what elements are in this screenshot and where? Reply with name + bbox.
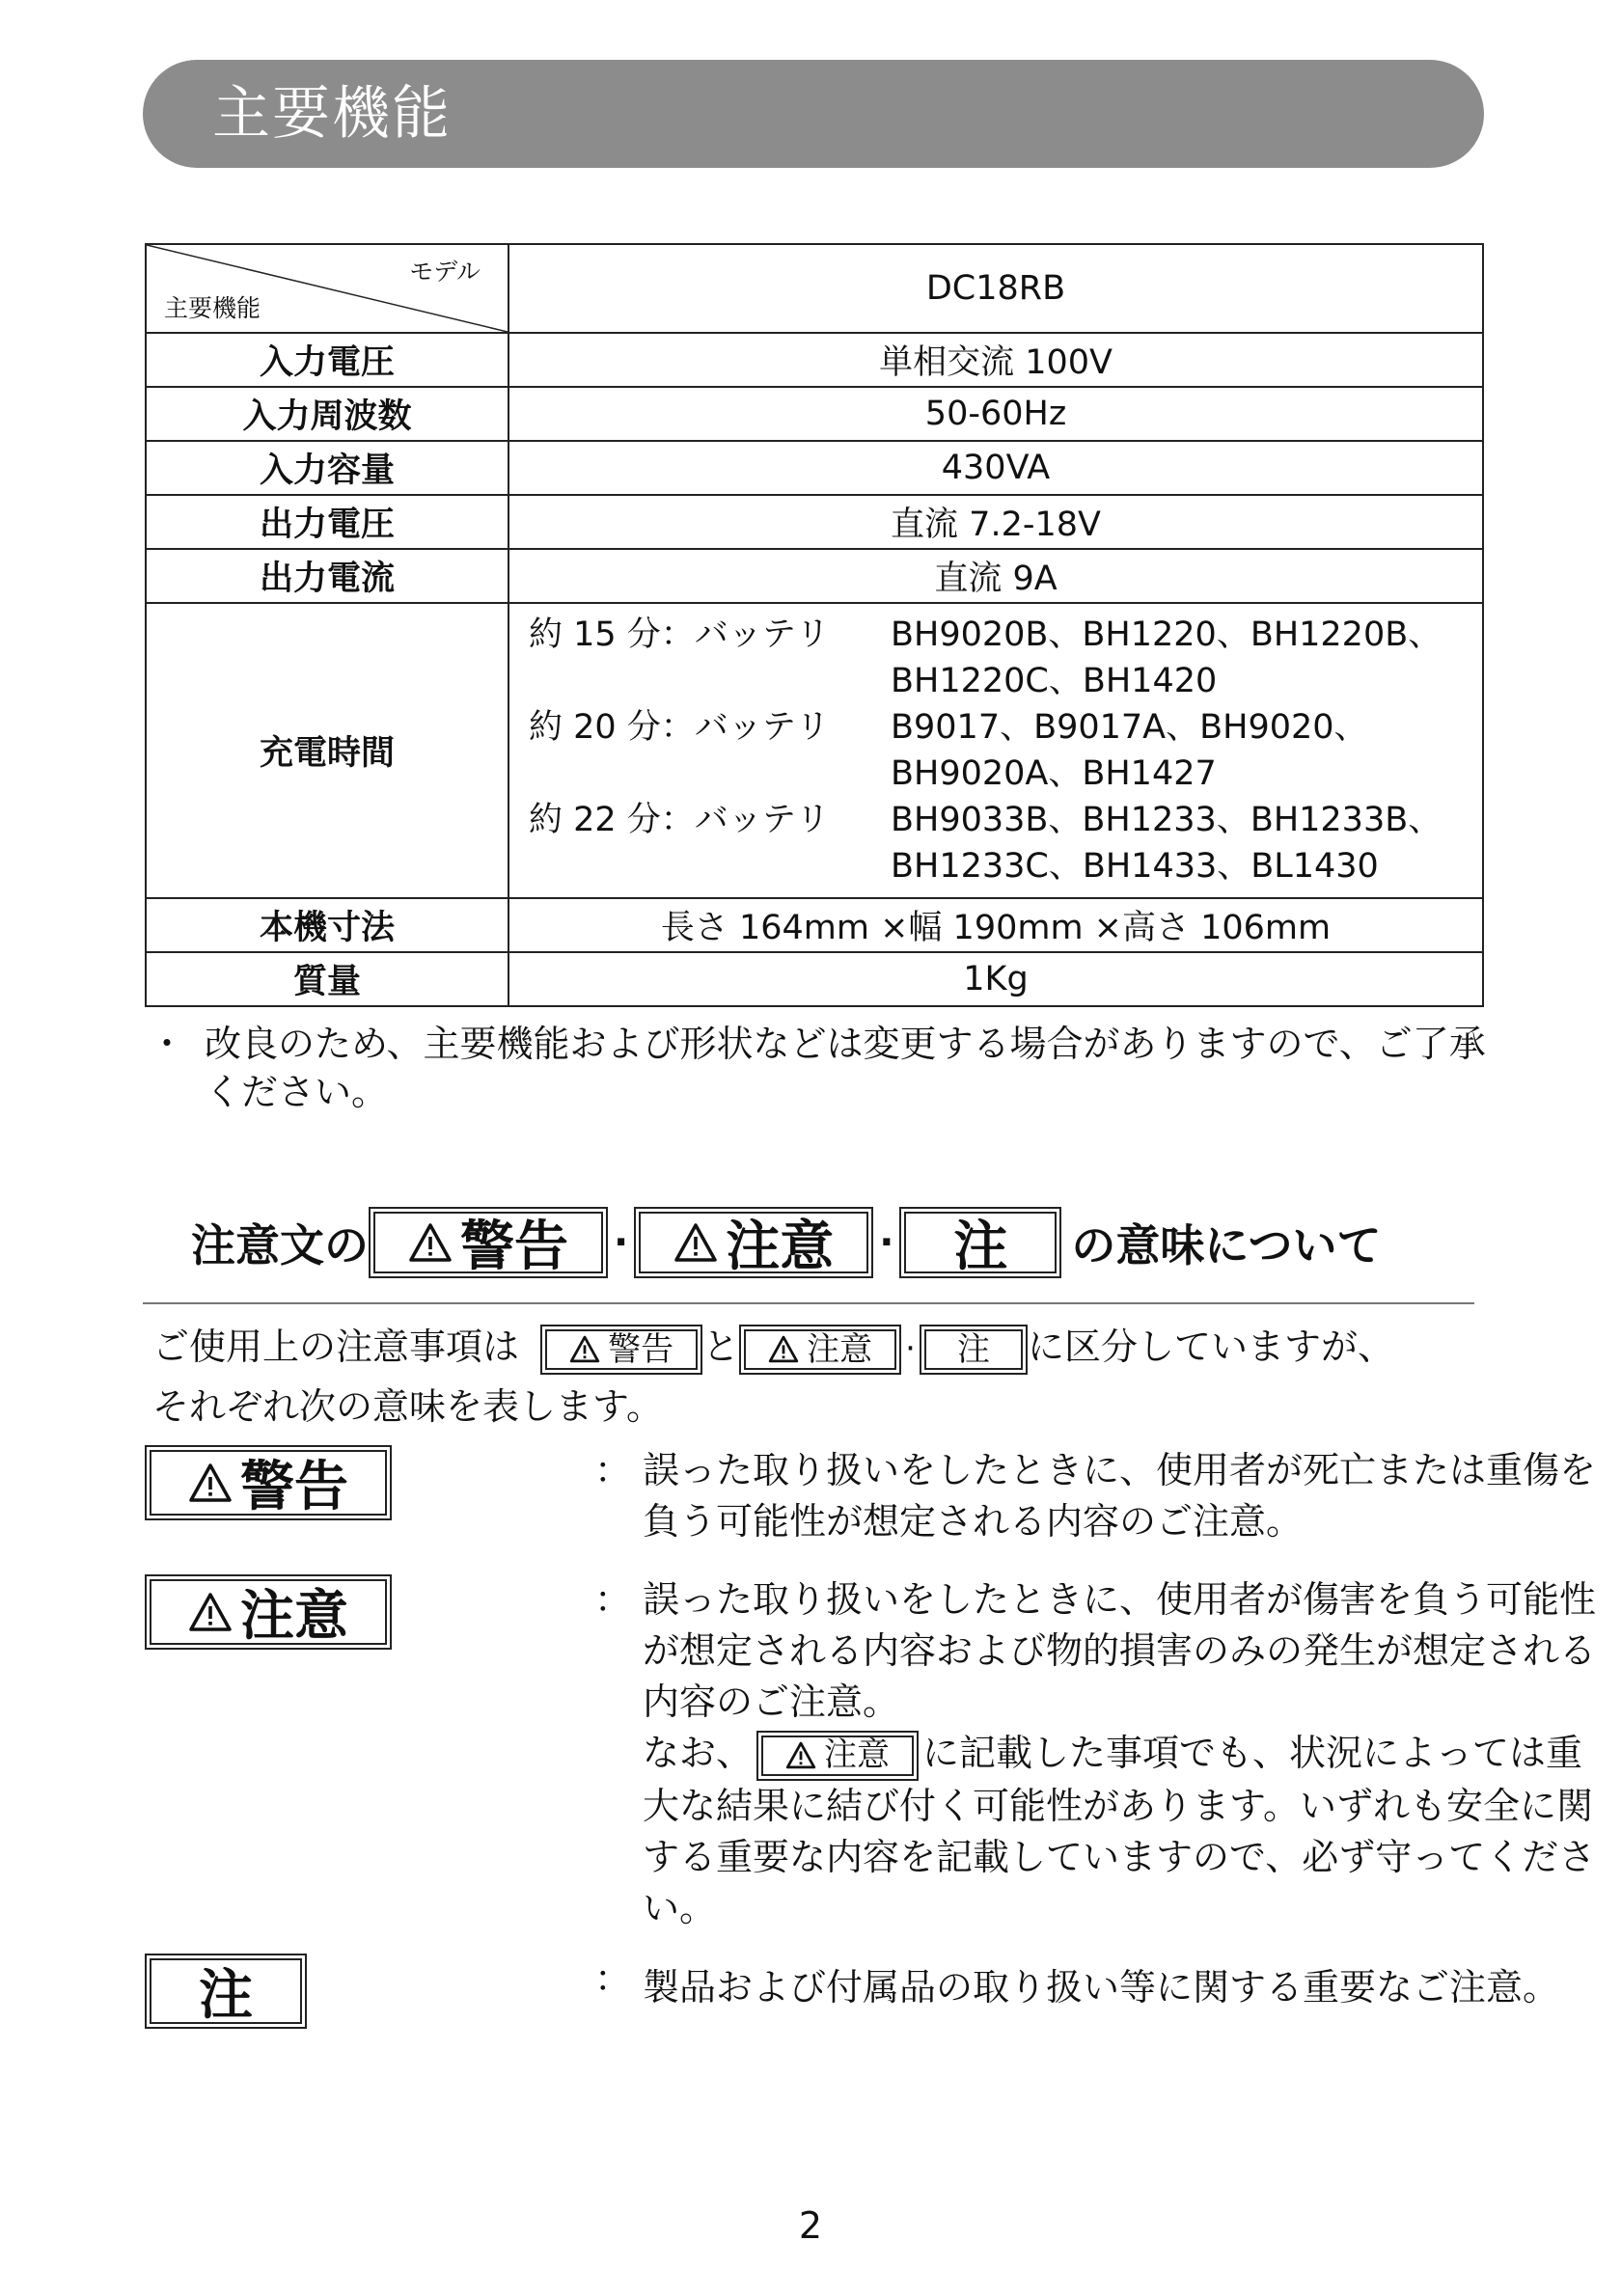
intro-and: と <box>702 1326 740 1368</box>
page-number: 2 <box>798 2204 823 2247</box>
caution-label: 注意 <box>726 1216 835 1278</box>
caution-badge-large <box>145 1574 392 1650</box>
row-label: 入力周波数 <box>146 387 508 441</box>
row-label: 質量 <box>146 952 508 1006</box>
warning-badge-large <box>145 1445 392 1520</box>
charge-line <box>529 612 1482 658</box>
row-label: 入力電圧 <box>146 333 508 387</box>
charge-line <box>529 797 1482 843</box>
charge-batteries: BH9020B、BH1220、BH1220B、 <box>891 615 1442 654</box>
charge-prefix: 約 20 分：バッテリ <box>529 708 830 747</box>
warning-label: 警告 <box>240 1456 348 1518</box>
warning-badge <box>369 1207 608 1278</box>
row-label: 出力電圧 <box>146 495 508 549</box>
charge-line <box>529 751 1482 797</box>
note-definition <box>145 1954 1607 2029</box>
warning-badge-small <box>540 1325 702 1375</box>
note-label: 注 <box>199 1964 253 2027</box>
table-row <box>146 549 1483 603</box>
row-value: 長さ 164mm ×幅 190mm ×高さ 106mm <box>508 898 1483 952</box>
row-label: 出力電流 <box>146 549 508 603</box>
table-row <box>146 898 1483 952</box>
section-divider <box>143 1302 1474 1304</box>
row-value: 430VA <box>508 441 1483 495</box>
note-label: 注 <box>953 1216 1008 1278</box>
caution-label: 注意 <box>824 1736 891 1774</box>
warning-definition <box>145 1445 1607 1547</box>
warning-triangle-icon <box>569 1335 600 1363</box>
row-label: 本機寸法 <box>146 898 508 952</box>
table-row <box>146 441 1483 495</box>
separator-dot: · <box>614 1220 629 1265</box>
definition-colon: ： <box>594 1578 632 1621</box>
spec-table <box>145 243 1484 1007</box>
charge-batteries: BH1233C、BH1433、BL1430 <box>891 847 1379 886</box>
spec-note <box>145 1020 1486 1116</box>
caution-badge-small <box>739 1325 901 1375</box>
charge-line <box>529 843 1482 889</box>
caution-extra <box>643 1728 1607 1934</box>
warning-triangle-icon <box>188 1592 233 1632</box>
caution-description: 誤った取り扱いをしたときに、使用者が傷害を負う可能性が想定される内容および物的損害のみの発生が想定される内容のご注意。 <box>643 1578 1597 1723</box>
charge-prefix <box>529 751 891 797</box>
separator-dot: · <box>879 1220 894 1265</box>
definition-colon: ： <box>594 1957 632 2000</box>
caution-extra-post: に記載した事項でも、状況によっては重大な結果に結び付く可能性があります。いずれも安全に関する重要な内容を記載していますので、必ず守ってください。 <box>643 1732 1596 1929</box>
warning-triangle-icon <box>188 1462 233 1503</box>
corner-cell <box>146 244 508 333</box>
caution-badge <box>634 1207 873 1278</box>
caution-intro <box>152 1318 1474 1435</box>
row-value: 直流 7.2-18V <box>508 495 1483 549</box>
warning-triangle-icon <box>408 1222 453 1263</box>
model-name: DC18RB <box>508 244 1483 333</box>
row-label: 入力容量 <box>146 441 508 495</box>
charge-prefix: 約 22 分：バッテリ <box>529 801 830 839</box>
warning-description: 誤った取り扱いをしたときに、使用者が死亡または重傷を負う可能性が想定される内容のご注意。 <box>643 1449 1597 1543</box>
warning-label: 警告 <box>608 1329 674 1369</box>
charge-prefix: 約 15 分：バッテリ <box>529 615 830 654</box>
definition-colon: ： <box>594 1449 632 1491</box>
row-value: 1Kg <box>508 952 1483 1006</box>
charge-batteries: BH1220C、BH1420 <box>891 662 1218 700</box>
table-header-row <box>146 244 1483 333</box>
separator-dot: · <box>905 1329 916 1368</box>
charge-time-row <box>146 603 1483 898</box>
note-text: 改良のため、主要機能および形状などは変更する場合がありますので、ご了承ください。 <box>205 1023 1486 1113</box>
caution-definition <box>145 1574 1607 1934</box>
caution-badge-inline <box>756 1731 919 1781</box>
row-value: 単相交流 100V <box>508 333 1483 387</box>
charge-batteries: BH9033B、BH1233、BH1233B、 <box>891 801 1442 839</box>
caution-section-title <box>191 1204 1382 1281</box>
note-badge-large <box>145 1954 307 2029</box>
note-label: 注 <box>956 1329 990 1369</box>
table-row <box>146 952 1483 1006</box>
title-suffix: の意味について <box>1071 1219 1382 1271</box>
intro-text-3: それぞれ次の意味を表します。 <box>152 1385 663 1428</box>
charge-line <box>529 704 1482 751</box>
charge-prefix <box>529 843 891 889</box>
section-header <box>143 60 1484 168</box>
row-label: 充電時間 <box>146 603 508 898</box>
table-row <box>146 333 1483 387</box>
title-prefix: 注意文の <box>191 1219 369 1271</box>
charge-batteries: BH9020A、BH1427 <box>891 754 1217 793</box>
intro-text-2: に区分していますが、 <box>1027 1326 1394 1368</box>
note-bullet: ・ <box>149 1023 186 1065</box>
charge-line <box>529 658 1482 704</box>
table-row <box>146 387 1483 441</box>
warning-triangle-icon <box>768 1335 799 1363</box>
corner-function-label: 主要機能 <box>164 294 261 322</box>
note-description: 製品および付属品の取り扱い等に関する重要なご注意。 <box>643 1966 1560 2009</box>
section-title: 主要機能 <box>212 80 452 148</box>
intro-text-1: ご使用上の注意事項は <box>152 1326 520 1368</box>
row-value: 50-60Hz <box>508 387 1483 441</box>
charge-time-cell <box>508 603 1483 898</box>
caution-description-block <box>643 1574 1607 1934</box>
note-badge-small <box>920 1325 1028 1375</box>
row-value: 直流 9A <box>508 549 1483 603</box>
warning-label: 警告 <box>460 1216 568 1278</box>
table-row <box>146 495 1483 549</box>
caution-extra-pre: なお、 <box>643 1732 754 1774</box>
warning-triangle-icon <box>785 1741 816 1769</box>
charge-prefix <box>529 658 891 704</box>
charge-batteries: B9017、B9017A、BH9020、 <box>891 708 1368 747</box>
corner-model-label: モデル <box>409 258 481 286</box>
warning-triangle-icon <box>673 1222 718 1263</box>
note-badge <box>899 1207 1061 1278</box>
caution-label: 注意 <box>807 1329 873 1369</box>
caution-label: 注意 <box>240 1585 348 1648</box>
